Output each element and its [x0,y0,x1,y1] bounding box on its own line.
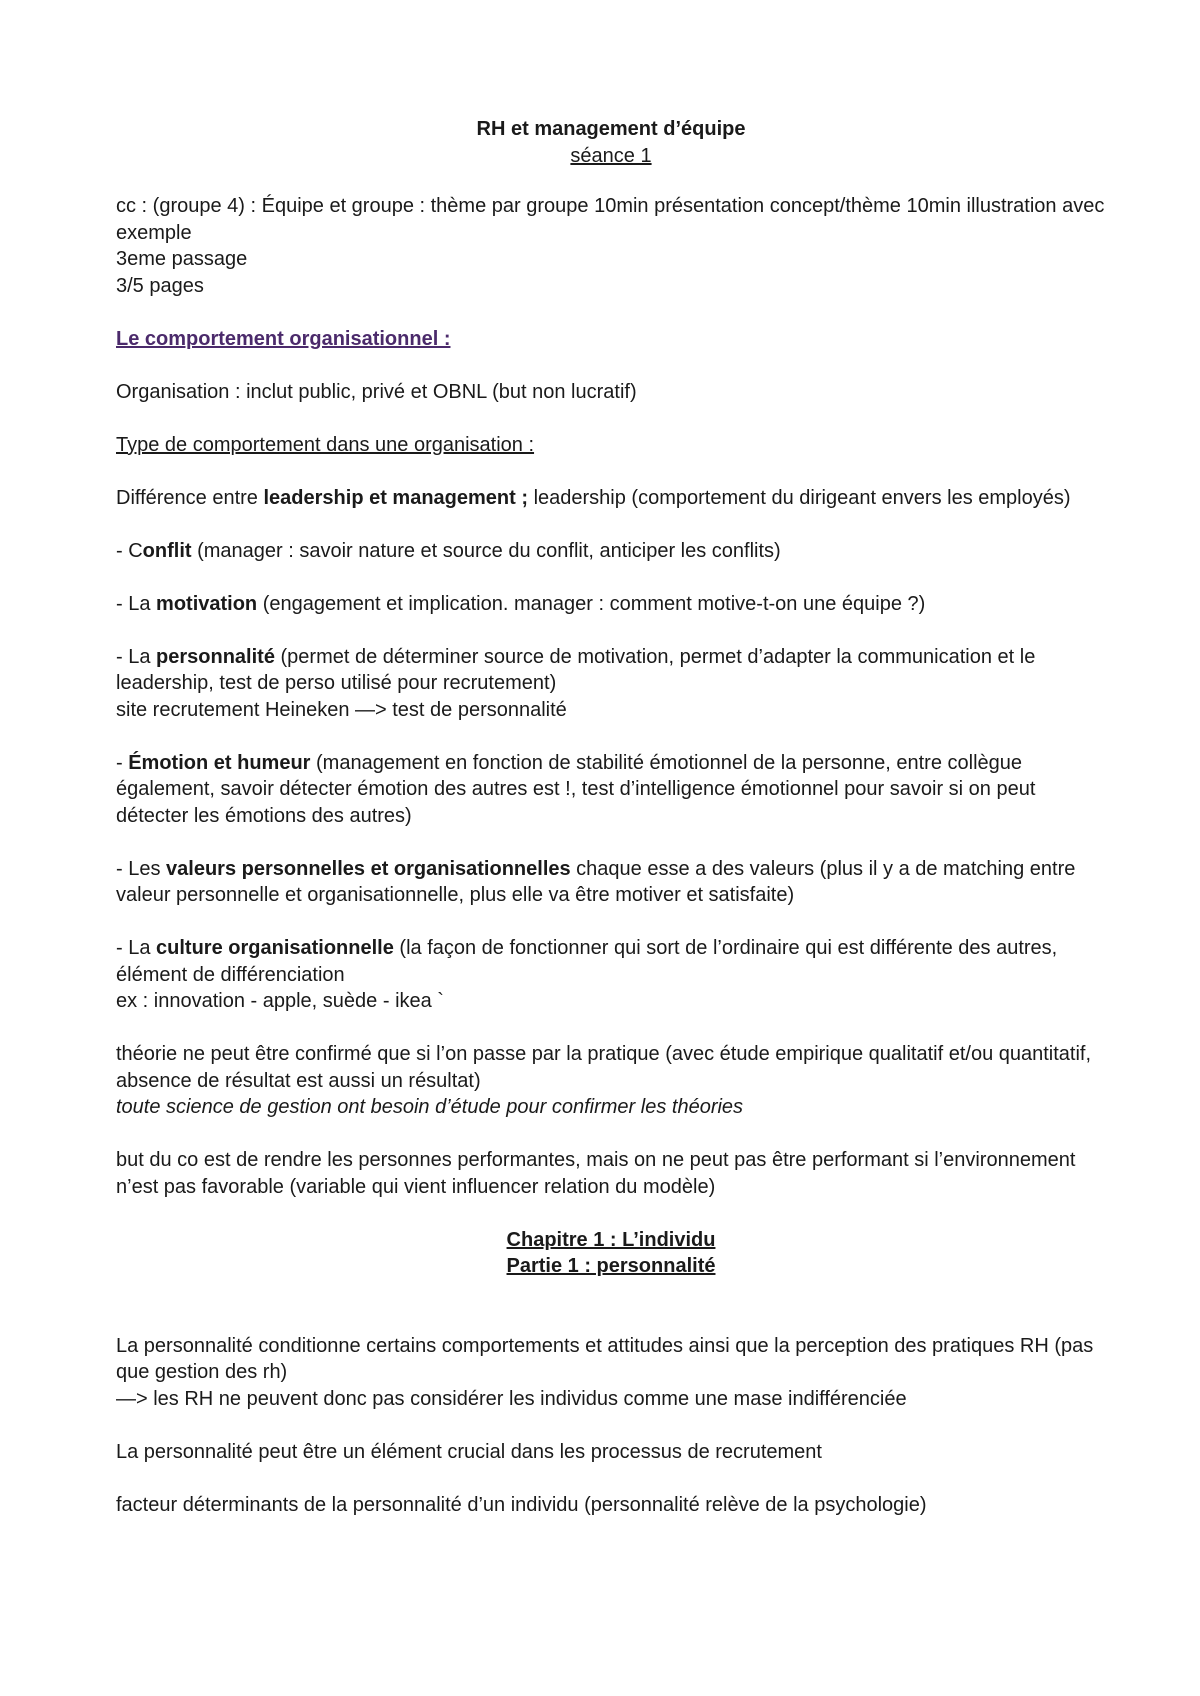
session-label: séance 1 [570,144,652,167]
valeurs-item: - Les valeurs personnelles et organisationnelles chaque esse a des valeurs (plus il y a de matching entre valeur personnelle et organisationnelle, plus elle va être motiver et satisfaite) [116,857,1076,906]
document-body [116,116,1106,1518]
perso-paragraph-1: La personnalité conditionne certains comportements et attitudes ainsi que la perception des pratiques RH (pas que gestion des rh) [116,1334,1094,1383]
personnalite-note: site recrutement Heineken —> test de personnalité [116,698,567,721]
conflit-item: - Conflit (manager : savoir nature et source du conflit, anticiper les conflits) [116,539,781,562]
motivation-item: - La motivation (engagement et implication. manager : comment motive-t-on une équipe ?) [116,592,926,615]
emotion-item: - Émotion et humeur (management en fonction de stabilité émotionnel de la personne, entre collègue également, savoir détecter émotion des autres est !, test d’intelligence émotionnel pour savoir si on peut détecter les émotions des autres) [116,751,1036,827]
intro-line-3: 3/5 pages [116,274,204,297]
theorie-paragraph: théorie ne peut être confirmé que si l’on passe par la pratique (avec étude empirique qualitatif et/ou quantitatif, absence de résultat est aussi un résultat) [116,1043,1092,1092]
organisation-line: Organisation : inclut public, privé et OBNL (but non lucratif) [116,380,637,403]
perso-paragraph-2: La personnalité peut être un élément crucial dans les processus de recrutement [116,1440,822,1463]
but-paragraph: but du co est de rendre les personnes performantes, mais on ne peut pas être performant si l’environnement n’est pas favorable (variable qui vient influencer relation du modèle) [116,1149,1076,1198]
document-title: RH et management d’équipe [476,118,746,140]
leadership-paragraph: Différence entre leadership et management ; leadership (comportement du dirigeant envers les employés) [116,486,1071,509]
theorie-italic: toute science de gestion ont besoin d’étude pour confirmer les théories [116,1096,744,1118]
section-title: Le comportement organisationnel : [116,327,451,350]
personnalite-item: - La personnalité (permet de déterminer source de motivation, permet d’adapter la communication et le leadership, test de perso utilisé pour recrutement) [116,645,1036,694]
intro-line-1: cc : (groupe 4) : Équipe et groupe : thème par groupe 10min présentation concept/thème 10min illustration avec exemple [116,195,1105,244]
culture-example: ex : innovation - apple, suède - ikea ` [116,990,444,1012]
type-heading: Type de comportement dans une organisation : [116,433,535,456]
culture-item: - La culture organisationnelle (la façon de fonctionner qui sort de l’ordinaire qui est différente des autres, élément de différenciation [116,937,1058,986]
perso-paragraph-1-arrow: —> les RH ne peuvent donc pas considérer les individus comme une mase indifférenciée [116,1387,907,1410]
intro-line-2: 3eme passage [116,248,248,270]
perso-paragraph-3: facteur déterminants de la personnalité d’un individu (personnalité relève de la psychologie) [116,1493,927,1516]
chapter-title: Chapitre 1 : L’individu [506,1228,716,1251]
chapter-part: Partie 1 : personnalité [506,1255,716,1277]
